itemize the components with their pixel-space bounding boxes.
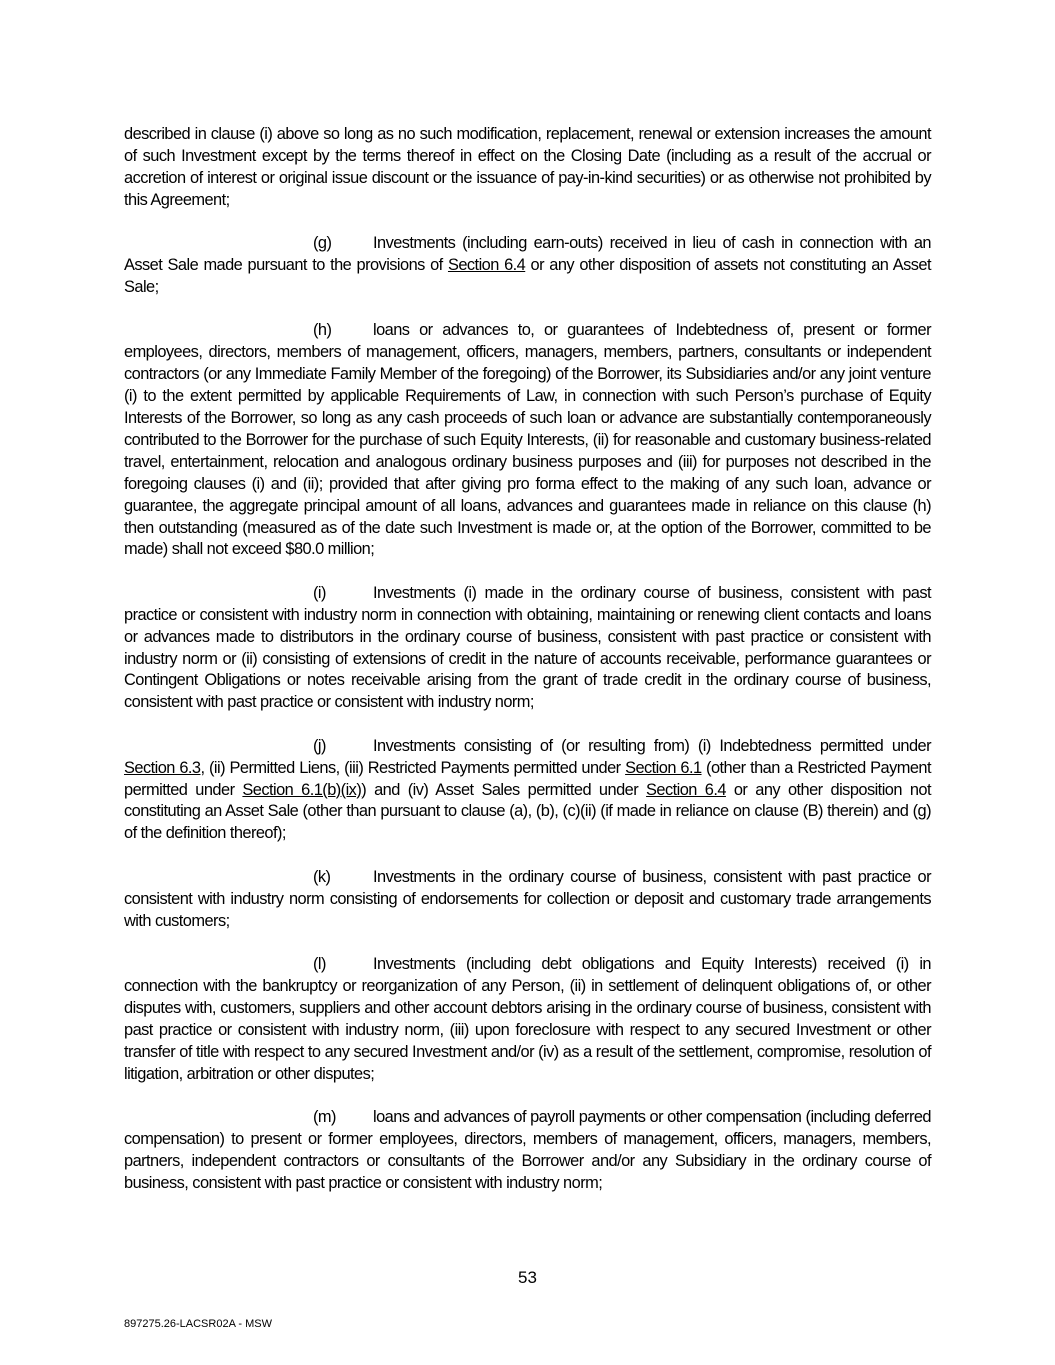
clause-g-label: (g) — [313, 234, 332, 253]
document-id: 897275.26-LACSR02A - MSW — [124, 1318, 272, 1330]
section-6-4-reference[interactable]: Section 6.4 — [646, 780, 726, 799]
clause-k — [124, 867, 931, 933]
clause-i-label: (i) — [313, 583, 326, 602]
document-body — [124, 124, 931, 1216]
clause-i-text: Investments (i) made in the ordinary course of business, consistent with past practice or consistent with industry norm in connection with obtaining, maintaining or renewing client contacts and loans or advances made to distributors in the ordinary course of business, consistent with past practice or consistent with industry norm or (ii) consisting of extensions of credit in the nature of accounts receivable, performance guarantees or Contingent Obligations or notes receivable arising from the grant of trade credit in the ordinary course of business, consistent with past practice or consistent with industry norm; — [124, 583, 931, 712]
clause-j-text-3: (other than a Restricted Payment permitted under — [124, 758, 931, 799]
clause-h-label: (h) — [313, 321, 332, 340]
clause-l-text: Investments (including debt obligations and Equity Interests) received (i) in connection with the bankruptcy or reorganization of any Person, (ii) in settlement of delinquent obligations of, or other disputes with, customers, suppliers and other account debtors arising in the ordinary course of business, consistent with past practice or consistent with industry norm, (iii) upon foreclosure with respect to any secured Investment or other transfer of title with respect to any secured Investment and/or (iv) as a result of the settlement, compromise, resolution of litigation, arbitration or other disputes; — [124, 955, 931, 1083]
clause-g-text-1: Investments (including earn-outs) received in lieu of cash in connection with an Asset Sale made pursuant to the provisions of — [124, 234, 931, 275]
section-6-3-reference[interactable]: Section 6.3 — [124, 758, 201, 777]
clause-g-text-2: or any other disposition of assets not constituting an Asset Sale; — [124, 256, 932, 296]
section-6-4-reference[interactable]: Section 6.4 — [447, 256, 526, 275]
clause-h — [124, 320, 931, 561]
clause-k-label: (k) — [313, 867, 331, 886]
clause-h-text: loans or advances to, or guarantees of Indebtedness of, present or former employees, directors, members of management, officers, managers, members, partners, consultants or independent contractors (or any Immediate Family Member of the foregoing) of the Borrower, its Subsidiaries and/or any joint venture (i) to the extent permitted by applicable Requirements of Law, in connection with such Person’s purchase of Equity Interests of the Borrower, so long as any cash proceeds of such loan or advance are substantially contemporaneously contributed to the Borrower for the purchase of such Equity Interests, (ii) for reasonable and customary business-related travel, entertainment, relocation and analogous ordinary business purposes and (iii) for purposes not described in the foregoing clauses (i) and (ii); provided that after giving pro forma effect to the making of any such loan, advance or guarantee, the aggregate principal amount of all loans, advances and guarantees made in reliance on this clause (h) then outstanding (measured as of the date such Investment is made or, at the option of the Borrower, committed to be made) shall not exceed $80.0 million; — [124, 321, 931, 559]
clause-l-label: (l) — [313, 955, 326, 973]
clause-j — [124, 736, 931, 846]
page-number: 53 — [518, 1268, 537, 1287]
clause-j-text-2: , (ii) Permitted Liens, (iii) Restricted Payments permitted under — [200, 758, 626, 777]
clause-k-text: Investments in the ordinary course of business, consistent with past practice or consistent with industry norm consisting of endorsements for collection or deposit and customary trade arrangements with customers; — [124, 867, 931, 930]
clause-m — [124, 1107, 931, 1195]
clause-i — [124, 583, 931, 714]
clause-m-label: (m) — [313, 1107, 336, 1126]
clause-j-text-1: Investments consisting of (or resulting from) (i) Indebtedness permitted under — [373, 736, 931, 755]
clause-j-label: (j) — [313, 736, 326, 755]
section-6-1-reference[interactable]: Section 6.1 — [625, 758, 702, 777]
clause-l — [124, 954, 931, 1085]
clause-j-text-5: or any other disposition not constituting an Asset Sale (other than pursuant to clause (a), (b), (c)(ii) (if made in reliance on clause (B) therein) and (g) of the definition thereof); — [124, 780, 931, 843]
clause-g — [124, 233, 931, 299]
clause-j-text-4: ) and (iv) Asset Sales permitted under — [361, 780, 647, 799]
clause-m-text: loans and advances of payroll payments or other compensation (including deferred compensation) to present or former employees, directors, members of management, officers, managers, members, partners, independent contractors or consultants of the Borrower and/or any Subsidiary in the ordinary course of business, consistent with past practice or consistent with industry norm; — [124, 1107, 931, 1192]
section-6-1-b-ix-reference[interactable]: Section 6.1(b)(ix) — [242, 780, 362, 799]
paragraph-intro: described in clause (i) above so long as no such modification, replacement, renewal or extension increases the amount of such Investment except by the terms thereof in effect on the Closing Date (including as a result of the accrual or accretion of interest or original issue discount or the issuance of pay-in-kind securities) or as otherwise not prohibited by this Agreement; — [124, 125, 931, 209]
